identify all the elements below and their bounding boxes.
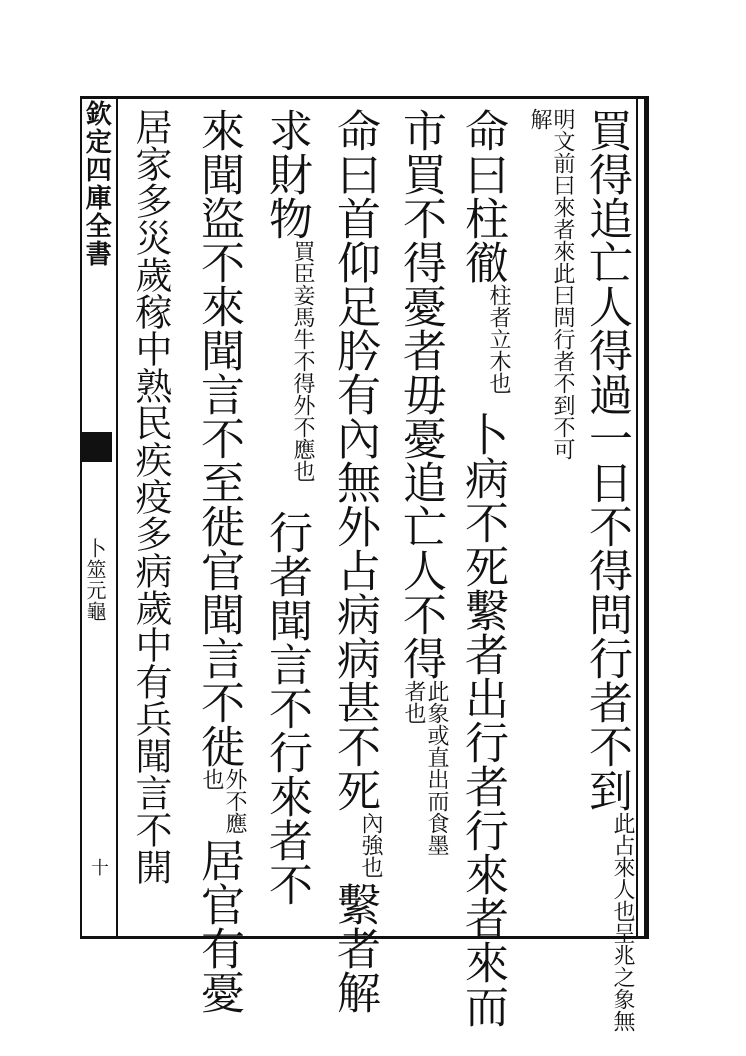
main-text: 市買不得憂者毋憂追亡人不得	[395, 108, 446, 680]
main-text: 卜病不死繫者出行者行來者來而	[457, 412, 508, 1028]
main-text: 命曰首仰足肣有內無外占病病甚不死	[329, 108, 380, 812]
annotation-text: 明文前曰來者來此曰問行者不到不可解	[527, 108, 575, 460]
right-border	[644, 96, 649, 939]
main-text: 居家多災歲稼中熟民疾疫多病歲中有兵聞言不開	[129, 108, 172, 885]
top-border	[80, 96, 646, 99]
main-text: 求財物	[261, 108, 312, 240]
text-column-4	[392, 108, 448, 938]
text-column-6	[258, 108, 314, 938]
margin-column	[80, 100, 114, 940]
inner-right-border	[636, 96, 638, 939]
main-text: 來聞盜不來聞言不至徙官聞言不徙	[193, 108, 244, 768]
annotation-text: 柱者立木也	[486, 284, 511, 394]
text-column-2	[518, 108, 574, 938]
fish-tail-mark	[82, 432, 112, 462]
text-column-8	[122, 108, 178, 938]
annotation-text: 外不應也	[199, 768, 247, 834]
main-text: 繫者解	[329, 882, 380, 1014]
margin-section: 卜筮元龜	[83, 538, 107, 622]
text-column-1	[578, 108, 635, 1032]
margin-folio: 十	[87, 858, 109, 876]
main-text: 居官有憂	[193, 838, 244, 1014]
margin-divider	[116, 96, 118, 939]
annotation-text: 買臣妾馬牛不得外不應也	[290, 240, 315, 482]
annotation-text: 此占來人也呈兆之象無	[610, 812, 635, 1032]
main-text: 命曰柱徹	[457, 108, 508, 284]
main-text: 買得追亡人得過一日不得問行者不到	[581, 108, 632, 812]
annotation-text: 此象或直出而食墨者也	[401, 680, 449, 856]
margin-title: 欽定四庫全書	[81, 100, 112, 268]
text-column-5	[326, 108, 383, 1014]
main-text: 行者聞言不行來者不	[261, 510, 312, 906]
text-column-3	[454, 108, 511, 1028]
annotation-text: 內強也	[358, 812, 383, 878]
text-column-7	[190, 108, 247, 1014]
